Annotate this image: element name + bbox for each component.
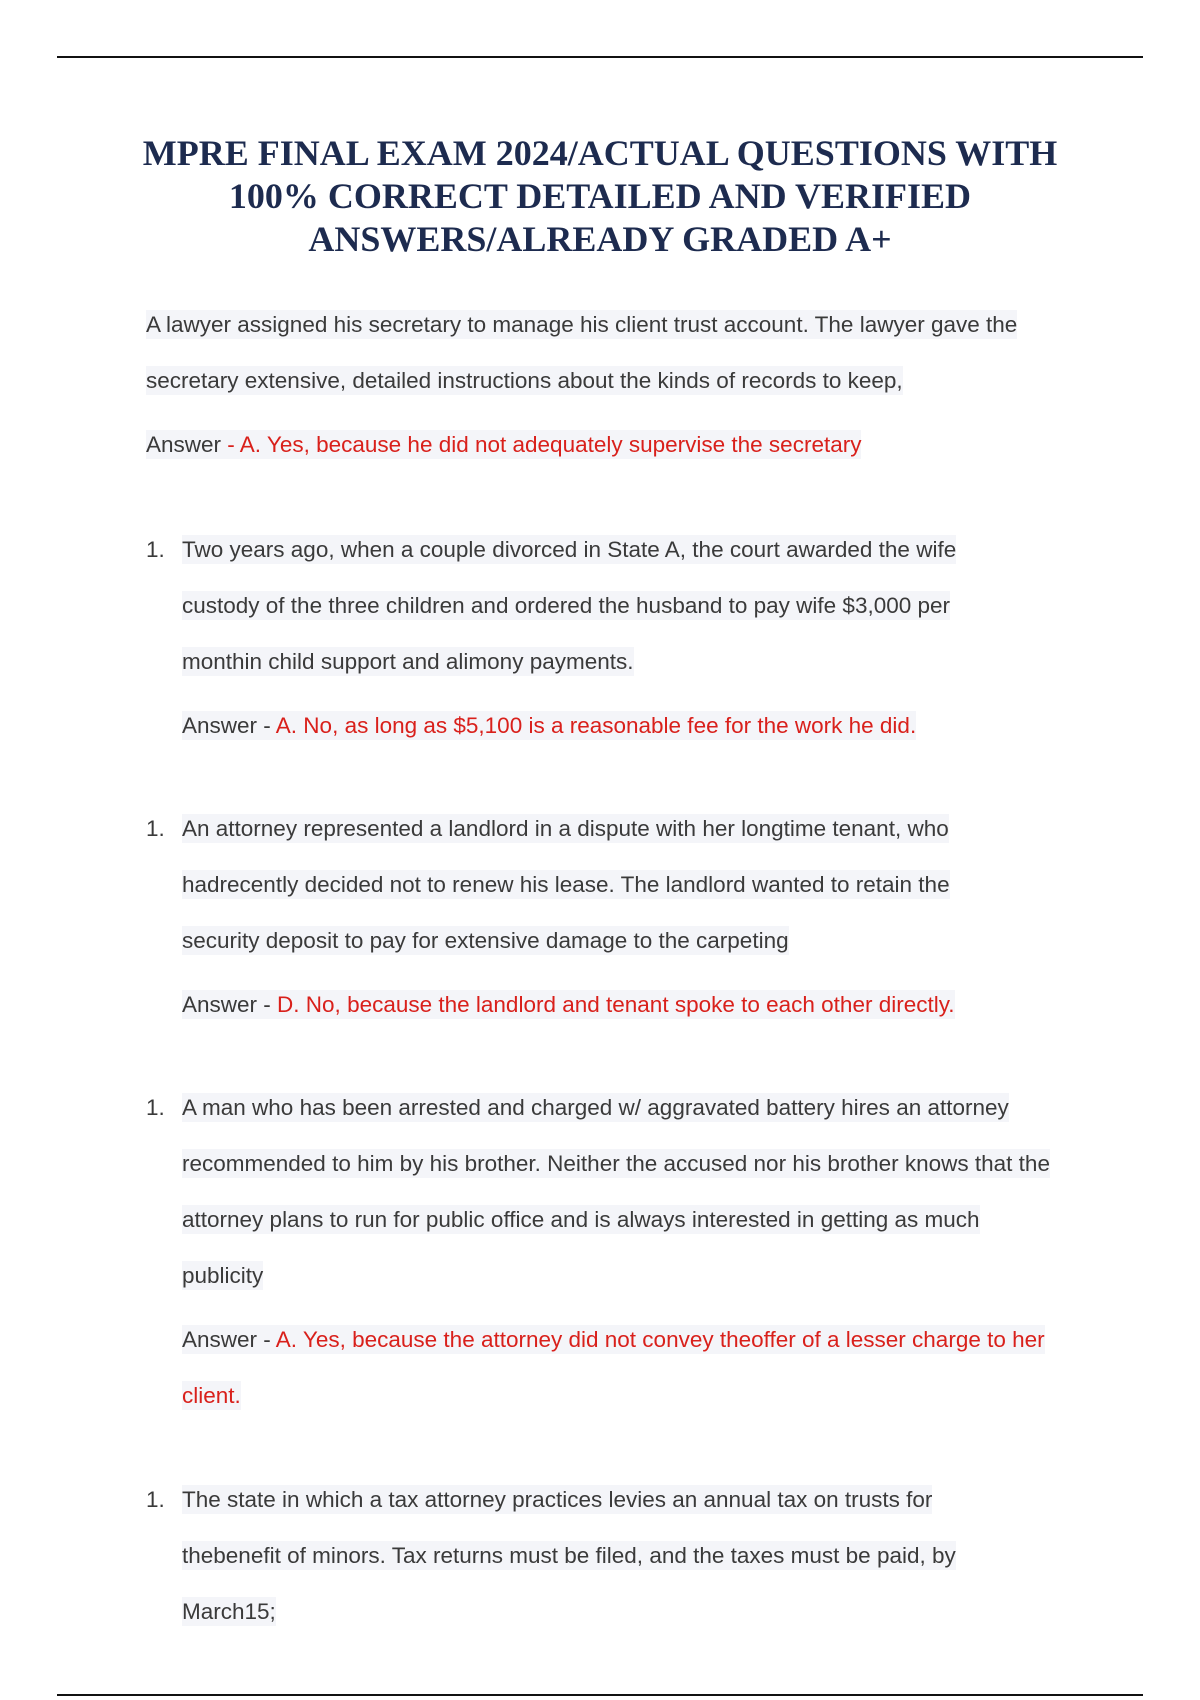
question-text: A man who has been arrested and charged w/ aggravated battery hires an attorney recommended to him by his brother. Neither the accused nor his brother knows that the attorney plans to run for public office and is always interested in getting as much publicity <box>182 1095 1050 1288</box>
answer-text: D. No, because the landlord and tenant spoke to each other directly. <box>277 992 955 1017</box>
answer-label: Answer - <box>182 1327 271 1352</box>
answer-label: Answer - <box>182 713 271 738</box>
answer-text: A. Yes, because the attorney did not convey theoffer of a lesser charge to her client. <box>182 1327 1045 1408</box>
item-number: 1. <box>146 816 165 841</box>
question-text: The state in which a tax attorney practices levies an annual tax on trusts for thebenefit of minors. Tax returns must be filed, and the taxes must be paid, by March15; <box>182 1487 956 1624</box>
intro-answer <box>146 417 1046 473</box>
top-rule <box>57 56 1143 58</box>
list-item <box>146 801 1026 1033</box>
intro-question: A lawyer assigned his secretary to manage his client trust account. The lawyer gave the secretary extensive, detailed instructions about the kinds of records to keep, <box>146 312 1018 393</box>
item-number: 1. <box>146 537 165 562</box>
question-text: An attorney represented a landlord in a dispute with her longtime tenant, who hadrecently decided not to renew his lease. The landlord wanted to retain the security deposit to pay for extensive damage to the carpeting <box>182 816 950 953</box>
list-item <box>146 1080 1051 1424</box>
answer-line <box>146 977 1026 1033</box>
item-number: 1. <box>146 1095 165 1120</box>
answer-text: A. No, as long as $5,100 is a reasonable fee for the work he did. <box>275 713 917 738</box>
intro-question-text <box>146 297 1046 409</box>
list-item <box>146 522 1026 754</box>
intro-question-block <box>146 297 1046 473</box>
answer-text: - A. Yes, because he did not adequately supervise the secretary <box>227 432 862 457</box>
list-item <box>146 1472 1026 1640</box>
bottom-rule <box>57 1694 1143 1696</box>
answer-line <box>146 698 1026 754</box>
answer-line <box>146 1312 1051 1424</box>
document-title: MPRE FINAL EXAM 2024/ACTUAL QUESTIONS WITH 100% CORRECT DETAILED AND VERIFIED ANSWERS/ALREADY GRADED A+ <box>142 133 1058 259</box>
item-number: 1. <box>146 1487 165 1512</box>
answer-label: Answer <box>146 432 222 457</box>
question-text: Two years ago, when a couple divorced in State A, the court awarded the wife custody of the three children and ordered the husband to pay wife $3,000 per monthin child support and alimony payments. <box>182 537 957 674</box>
answer-label: Answer - <box>182 992 271 1017</box>
